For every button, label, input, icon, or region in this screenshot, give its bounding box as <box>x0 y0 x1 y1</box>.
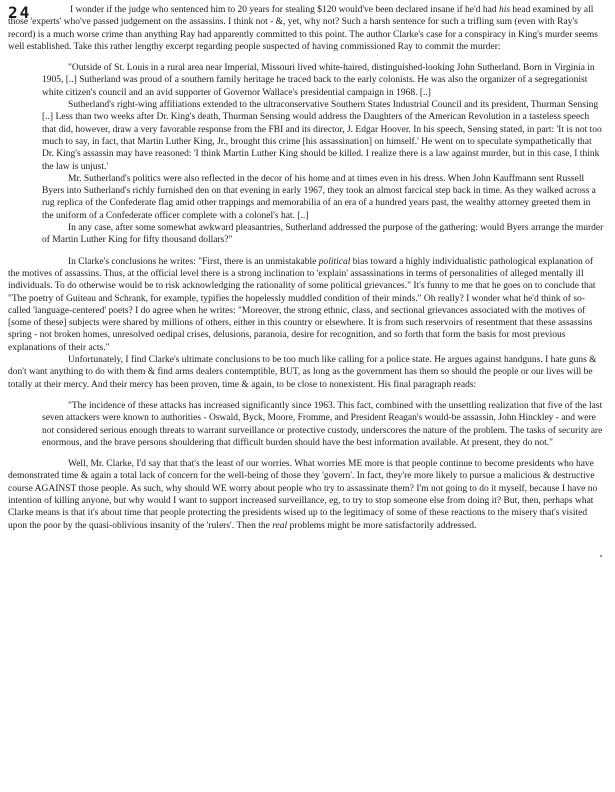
emphasis-real: real <box>272 520 288 531</box>
page-number: 24 <box>8 3 32 22</box>
quote-sensing: Sutherland's right-wing affiliations extended to the ultraconservative Southern States Industrial Council and its president, Thurman Sensing [..] Less than two weeks after Dr. King's death, Thurman Sensing would address the Daughters of the American Revolution in a tasteless speech that did, however, draw a very favorable response from the FBI and its director, J. Edgar Hoover. In his speech, Sensing stated, in part: 'It is not too much to say, in fact, that Martin Luther King, Jr., brought this crime [his assassination] on himself.' He went on to speculate sympathetically that Dr. King's assassin may have reasoned: 'I think Martin Luther King should be killed. I realize there is a law against murder, but in this case, I think the law is unjust.' <box>42 100 602 172</box>
quote-sutherland-intro: "Outside of St. Louis in a rural area near Imperial, Missouri lived white-haired, distinguished-looking John Sutherland. Born in Virginia in 1905, [..] Sutherland was proud of a southern family heritage he traced back to the early colonists. He was also the organizer of a segregationist white citizen's council and an avid supporter of Governor Wallace's presidential campaign in 1968. [..] <box>42 63 595 98</box>
paragraph-clarke-text-a: In Clarke's conclusions he writes: "First, there is an unmistakable <box>68 256 319 267</box>
emphasis-political: political <box>318 256 351 267</box>
paragraph-closing-text-b: problems might be more satisfactorily addressed. <box>287 520 477 531</box>
paragraph-clarke-text-b: bias toward a highly individualistic pathological explanation of the motives of assassins. Thus, at the official level there is a strong inclination to 'explain' assassinations in terms of personalities of alleged mentally ill individuals. To do otherwise would be to risk acknowledging the rationality of some political grievances." It's funny to me that he goes on to conclude that "The poetry of Guiteau and Schrank, for example, typifies the hopelessly muddled condition of their minds." Oh really? I wonder what he'd think of so-called 'language-centered' poets? I do agree when he writes: "Moreover, the strong ethnic, class, and sectional grievances associated with the motives of [some of these] subjects were shared by millions of others, either in this country or elsewhere. It is from such reservoirs of resentment that these assassins spring - not broken homes, unresolved oedipal crises, delusions, paranoia, desire for recognition, and so forth that form the basis for most previous explanations of their acts." <box>8 256 596 353</box>
quote-final-paragraph: "The incidence of these attacks has increased significantly since 1963. This fact, combined with the unsettling realization that five of the last seven attackers were known to authorities - Oswald, Byck, Moore, Fromme, and President Reagan's would-be assassin, John Hinckley - and were not considered serious enough threats to warrant surveillance or protective custody, underscores the nature of the problem. The tasks of security are enormous, and the brave persons shouldering that difficult burden should have the best information available. At present, they do not." <box>42 400 603 448</box>
paragraph-intro <box>8 4 604 53</box>
paragraph-intro-text-a: I wonder if the judge who sentenced him to 20 years for stealing $120 would've been declared insane if he'd had <box>70 5 499 15</box>
paragraph-closing <box>8 458 604 532</box>
document-body <box>8 4 604 532</box>
paragraph-clarke-conclusions <box>8 256 604 354</box>
paragraph-closing-text-a: Well, Mr. Clarke, I'd say that that's the least of our worries. What worries ME more is that people continue to become presidents who have demonstrated time & again a total lack of concern for the well-being of those they 'govern'. In fact, they're more likely to pursue a malicious & destructive course AGAINST those people. As such, why should WE worry about people who try to assassinate them? I'm not going to do it myself, because I have no intention of killing anyone, but why would I want to support increased surveillance, eg, to try to stop someone else from doing it? But, then, perhaps what Clarke means is that it's about time that people protecting the presidents wised up to the legitimacy of some of these reactions to the misery that's visited upon the poor by the quasi-oblivious insanity of the 'rulers'. Then the <box>8 459 598 531</box>
quote-byers-offer: In any case, after some somewhat awkward pleasantries, Sutherland addressed the purpose of the gathering: would Byers arrange the murder of Martin Luther King for fifty thousand dollars?" <box>42 223 604 246</box>
paragraph-police-state: Unfortunately, I find Clarke's ultimate conclusions to be too much like calling for a police state. He argues against handguns. I hate guns & don't want anything to do with them & find arms dealers contemptible, BUT, as long as the government has them so should the people or our lives will be totally at their mercy. And their mercy has been proven, time & again, to be close to nonexistent. His final paragraph reads: <box>8 355 597 390</box>
paragraph-intro-text-b: head examined by all those 'experts' who've passed judgement on the assassins. I think not - &, yet, why not? Such a harsh sentence for such a trifling sum (even with Ray's record) is a much worse crime than anything Ray had apparently committed to this point. The author Clarke's case for a conspiracy in King's murder seems well established. Take this rather lengthy excerpt regarding people suspected of having commissioned Ray to commit the murder: <box>8 5 598 52</box>
scan-speck <box>600 555 602 557</box>
quote-sutherland-decor: Mr. Sutherland's politics were also reflected in the decor of his home and at times even in his dress. When John Kauffmann sent Russell Byers into Sutherland's richly furnished den on that evening in early 1967, they took an almost farcical step back in time. As they walked across a rug replica of the Confederate flag amid other trappings and memorabilia of an era of a hundred years past, the wealthy attorney greeted them in the uniform of a Confederate officer complete with a colonel's hat. [..] <box>42 173 596 221</box>
emphasis-his: his <box>498 5 511 15</box>
